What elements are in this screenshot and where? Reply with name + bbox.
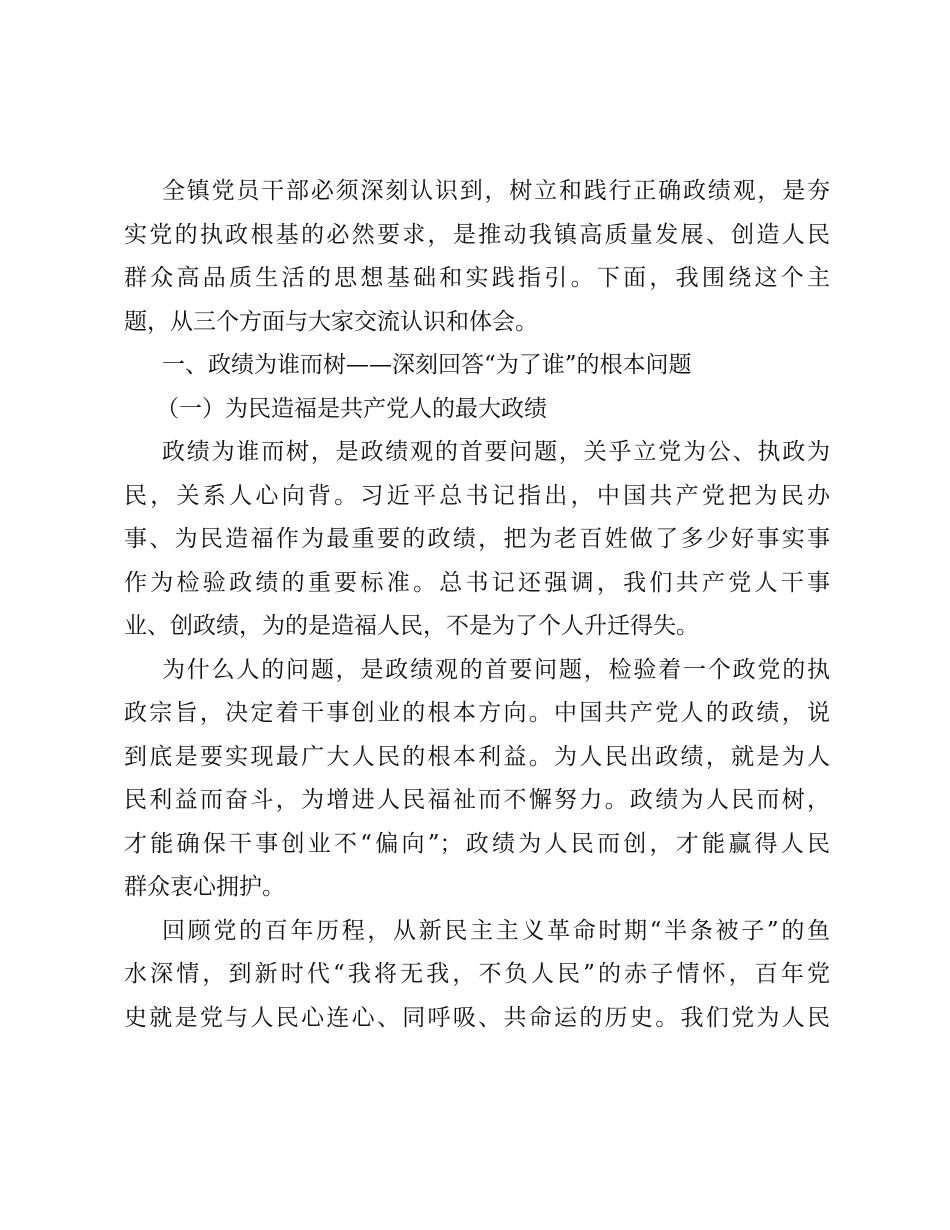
paragraph-line: 水深情，到新时代“我将无我，不负人民”的赤子情怀，百年党	[124, 961, 830, 987]
paragraph-line: 为什么人的问题，是政绩观的首要问题，检验着一个政党的执	[162, 656, 830, 683]
document-body	[124, 170, 830, 1040]
paragraph-line: 政绩为谁而树，是政绩观的首要问题，关乎立党为公、执政为	[162, 439, 830, 465]
paragraph-line: 群众衷心拥护。	[124, 874, 285, 900]
paragraph-intro-line: 题，从三个方面与大家交流认识和体会。	[124, 308, 538, 335]
paragraph-line: 到底是要实现最广大人民的根本利益。为人民出政绩，就是为人	[124, 743, 830, 770]
paragraph-line: 回顾党的百年历程，从新民主主义革命时期“半条被子”的鱼	[162, 917, 830, 944]
paragraph-intro-line: 全镇党员干部必须深刻认识到，树立和践行正确政绩观，是夯	[162, 178, 830, 204]
section-heading: 一、政绩为谁而树——深刻回答“为了谁”的根本问题	[162, 352, 692, 378]
paragraph-intro-line: 实党的执政根基的必然要求，是推动我镇高质量发展、创造人民	[124, 221, 830, 248]
paragraph-line: 史就是党与人民心连心、同呼吸、共命运的历史。我们党为人民	[124, 1004, 830, 1031]
paragraph-line: 作为检验政绩的重要标准。总书记还强调，我们共产党人干事	[124, 569, 830, 596]
paragraph-line: 政宗旨，决定着干事创业的根本方向。中国共产党人的政绩，说	[124, 700, 830, 726]
paragraph-line: 才能确保干事创业不“偏向”；政绩为人民而创，才能赢得人民	[124, 830, 830, 857]
paragraph-line: 业、创政绩，为的是造福人民，不是为了个人升迁得失。	[124, 613, 699, 639]
paragraph-line: 民利益而奋斗，为增进人民福祉而不懈努力。政绩为人民而树，	[124, 787, 830, 813]
paragraph-line: 民，关系人心向背。习近平总书记指出，中国共产党把为民办	[124, 482, 830, 509]
paragraph-intro-line: 群众高品质生活的思想基础和实践指引。下面，我围绕这个主	[124, 265, 830, 291]
subsection-heading: （一）为民造福是共产党人的最大政绩	[156, 395, 547, 422]
paragraph-line: 事、为民造福作为最重要的政绩，把为老百姓做了多少好事实事	[124, 526, 830, 552]
